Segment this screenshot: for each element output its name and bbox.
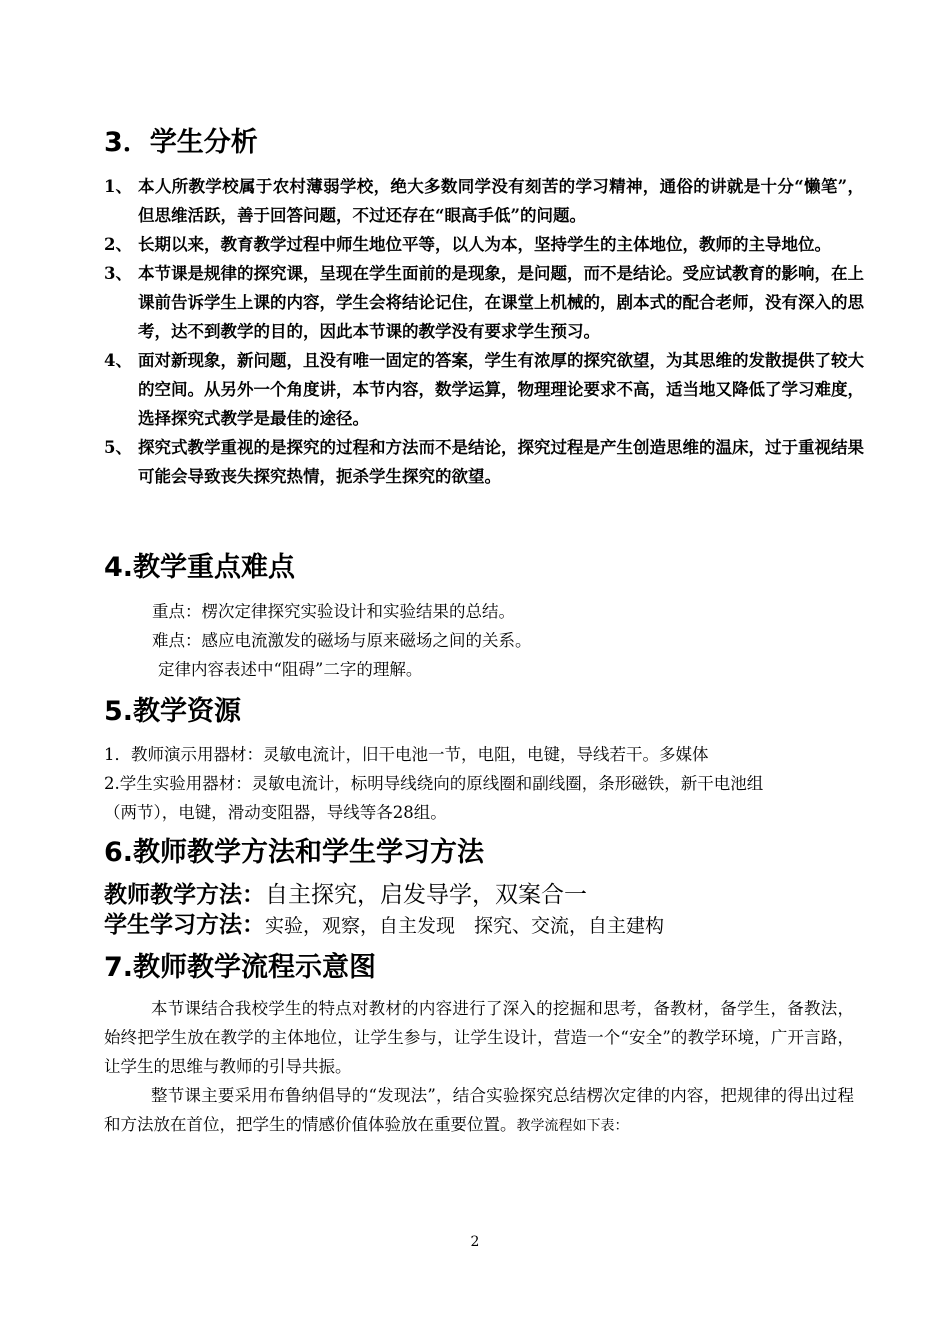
- list-item-number: 5、: [104, 438, 132, 457]
- teacher-method-line: [104, 880, 587, 910]
- resource-line-2-cont: （两节），电键，滑动变阻器，导线等各28组。: [104, 803, 447, 822]
- list-item-text: 长期以来，教育教学过程中师生地位平等，以人为本，坚持学生的主体地位，教师的主导地位。: [138, 235, 831, 254]
- list-item: [104, 433, 864, 491]
- list-item-text: 本人所教学校属于农村薄弱学校，绝大多数同学没有刻苦的学习精神，通俗的讲就是十分“懒笔”，但思维活跃，善于回答问题，不过还存在“眼高手低”的问题。: [138, 177, 864, 225]
- list-item-number: 4、: [104, 351, 132, 370]
- resource-line-2: 2.学生实验用器材：灵敏电流计，标明导线绕向的原线圈和副线圈，条形磁铁，新干电池组: [104, 774, 764, 793]
- teacher-method-label: 教师教学方法：: [104, 881, 265, 908]
- student-method-value: 实验，观察，自主发现 探究、交流，自主建构: [265, 915, 665, 937]
- section-3-heading: 3．学生分析: [104, 127, 258, 158]
- section-4-heading: 4.教学重点难点: [104, 552, 296, 583]
- flow-paragraph-2-main: 整节课主要采用布鲁纳倡导的“发现法”，结合实验探究总结楞次定律的内容，把规律的得出过程和方法放在首位，把学生的情感价值体验放在重要位置。: [104, 1086, 854, 1134]
- difficulty-line-2: 定律内容表述中“阻碍”二字的理解。: [158, 660, 423, 679]
- difficulty-line: 难点：感应电流激发的磁场与原来磁场之间的关系。: [152, 631, 532, 650]
- list-item-text: 面对新现象，新问题，且没有唯一固定的答案，学生有浓厚的探究欲望，为其思维的发散提供了较大的空间。从另外一个角度讲，本节内容，数学运算，物理理论要求不高，适当地又降低了学习难度，选择探究式教学是最佳的途径。: [138, 351, 864, 428]
- list-item: [104, 230, 864, 259]
- list-item: [104, 259, 864, 346]
- section-6-heading: 6.教师教学方法和学生学习方法: [104, 837, 485, 868]
- flow-paragraph-2-tail: 教学流程如下表：: [516, 1118, 629, 1134]
- flow-paragraph-2: [104, 1081, 854, 1141]
- list-item: [104, 346, 864, 433]
- flow-paragraph-1: 本节课结合我校学生的特点对教材的内容进行了深入的挖掘和思考，备教材，备学生，备教法，始终把学生放在教学的主体地位，让学生参与，让学生设计，营造一个“安全”的教学环境，广开言路，让学生的思维与教师的引导共振。: [104, 999, 854, 1076]
- list-item-number: 1、: [104, 177, 132, 196]
- resource-line-1: 1．教师演示用器材：灵敏电流计，旧干电池一节，电阻，电键，导线若干。多媒体: [104, 745, 709, 764]
- teacher-method-value: 自主探究，启发导学，双案合一: [265, 882, 587, 908]
- list-item-number: 3、: [104, 264, 132, 283]
- list-item-number: 2、: [104, 235, 132, 254]
- student-analysis-list: [104, 172, 864, 491]
- list-item-text: 本节课是规律的探究课，呈现在学生面前的是现象，是问题，而不是结论。受应试教育的影响，在上课前告诉学生上课的内容，学生会将结论记住，在课堂上机械的，剧本式的配合老师，没有深入的思考，达不到教学的目的，因此本节课的教学没有要求学生预习。: [138, 264, 864, 341]
- student-method-label: 学生学习方法：: [104, 911, 265, 938]
- student-method-line: [104, 910, 664, 941]
- list-item-text: 探究式教学重视的是探究的过程和方法而不是结论，探究过程是产生创造思维的温床，过于重视结果可能会导致丧失探究热情，扼杀学生探究的欲望。: [138, 438, 864, 486]
- key-point-line: 重点：楞次定律探究实验设计和实验结果的总结。: [152, 602, 515, 621]
- section-5-heading: 5.教学资源: [104, 696, 242, 727]
- section-7-heading: 7.教师教学流程示意图: [104, 952, 377, 983]
- list-item: [104, 172, 864, 230]
- page-number: 2: [470, 1234, 480, 1250]
